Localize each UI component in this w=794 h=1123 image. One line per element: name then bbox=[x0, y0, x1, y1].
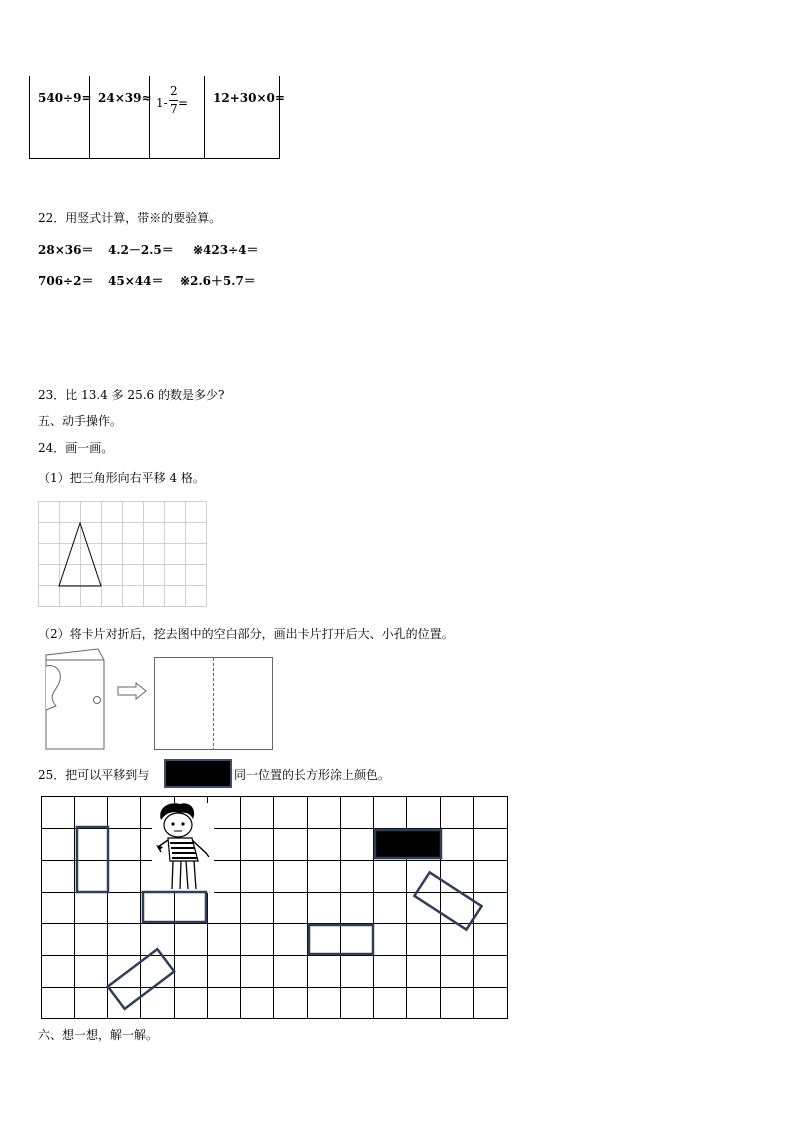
translation-grid bbox=[40, 795, 510, 1021]
q24-part-1: （1）把三角形向右平移 4 格。 bbox=[38, 471, 205, 485]
section-5-title: 五、动手操作。 bbox=[38, 414, 123, 428]
q22-expr: 706÷2＝ bbox=[38, 274, 94, 288]
fraction-prefix: 1- bbox=[156, 96, 168, 110]
table-cell-2 bbox=[89, 76, 150, 159]
q22-expr: 45×44＝ bbox=[108, 274, 164, 288]
q22-expr: 28×36＝ bbox=[38, 243, 94, 257]
q23-title: 23．比 13.4 多 25.6 的数是多少? bbox=[38, 388, 225, 402]
fraction-bar bbox=[169, 100, 178, 101]
rect-vertical-left bbox=[77, 827, 108, 892]
fraction-denominator: 7 bbox=[170, 102, 178, 116]
table-cell-3 bbox=[149, 76, 205, 159]
arrow-icon bbox=[118, 683, 146, 699]
table-cell-4 bbox=[204, 76, 285, 159]
q22-title: 22．用竖式计算，带※的要验算。 bbox=[38, 211, 222, 225]
q22-expr: ※423÷4＝ bbox=[193, 243, 259, 257]
q22-row-1 bbox=[38, 241, 259, 258]
cell-expression-4: 12+30×0= bbox=[213, 91, 285, 105]
triangle-grid bbox=[38, 501, 208, 609]
boy-figure-icon bbox=[152, 803, 214, 893]
q24-part-2: （2）将卡片对折后，挖去图中的空白部分，画出卡片打开后大、小孔的位置。 bbox=[38, 627, 454, 641]
rect-tilted-right bbox=[414, 872, 481, 929]
folded-card bbox=[46, 649, 104, 749]
cell-expression-2: 24×39≈ bbox=[98, 91, 152, 105]
cell-expression-1: 540÷9= bbox=[38, 91, 92, 105]
fraction-suffix: = bbox=[178, 96, 189, 110]
card-diagram bbox=[40, 648, 280, 754]
rect-filled-target bbox=[375, 830, 441, 858]
q25-title-start: 25．把可以平移到与 bbox=[38, 768, 150, 782]
target-rectangle bbox=[164, 759, 232, 788]
calc-table bbox=[29, 76, 285, 158]
table-cell-1 bbox=[29, 76, 90, 159]
q22-expr: ※2.6＋5.7＝ bbox=[180, 274, 256, 288]
q22-expr: 4.2－2.5＝ bbox=[108, 243, 174, 257]
q24-title: 24．画一画。 bbox=[38, 441, 114, 455]
large-hole-outline bbox=[46, 666, 60, 710]
section-6-title: 六、想一想，解一解。 bbox=[38, 1028, 159, 1042]
fraction-numerator: 2 bbox=[170, 84, 178, 98]
q22-row-2 bbox=[38, 272, 256, 289]
q25-title-end: 同一位置的长方形涂上颜色。 bbox=[234, 768, 391, 782]
small-hole-outline bbox=[94, 697, 101, 704]
